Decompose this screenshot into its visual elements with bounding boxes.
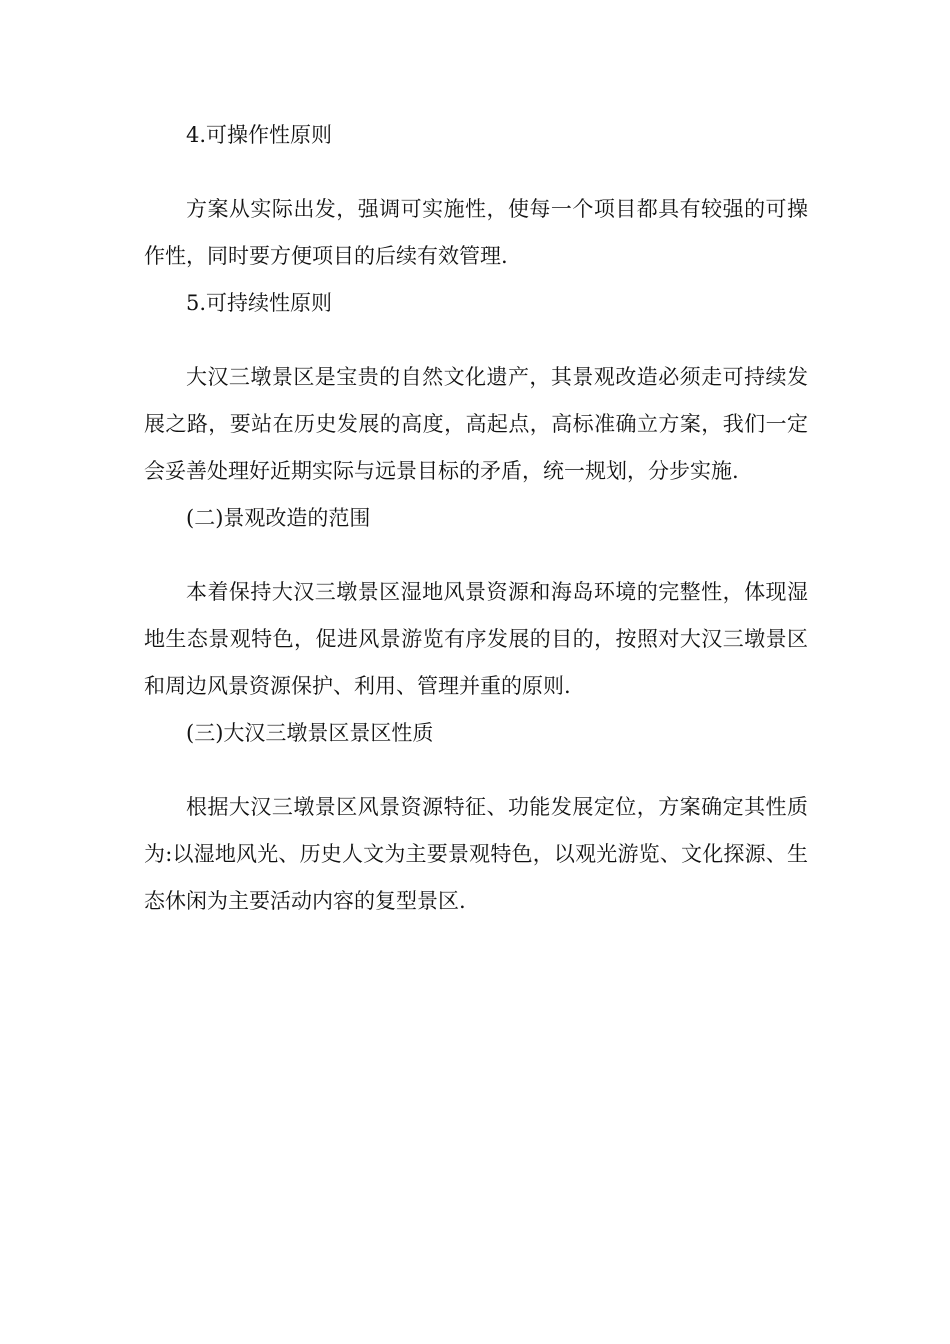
paragraph-nature: 根据大汉三墩景区风景资源特征、功能发展定位，方案确定其性质为:以湿地风光、历史人文为主要景观特色，以观光游览、文化探源、生态休闲为主要活动内容的复型景区. — [144, 795, 808, 913]
section-heading-sustainability: 5.可持续性原则 — [186, 291, 333, 315]
paragraph-operability: 方案从实际出发，强调可实施性，使每一个项目都具有较强的可操作性，同时要方便项目的后续有效管理. — [144, 197, 808, 268]
document-body — [144, 112, 808, 925]
section-heading-operability: 4.可操作性原则 — [186, 123, 333, 147]
section-heading-nature: (三)大汉三墩景区景区性质 — [186, 721, 434, 745]
section-heading-scope: (二)景观改造的范围 — [186, 506, 371, 530]
paragraph-scope: 本着保持大汉三墩景区湿地风景资源和海岛环境的完整性，体现湿地生态景观特色，促进风景游览有序发展的目的，按照对大汉三墩景区和周边风景资源保护、利用、管理并重的原则. — [144, 580, 808, 698]
paragraph-sustainability: 大汉三墩景区是宝贵的自然文化遗产，其景观改造必须走可持续发展之路，要站在历史发展的高度，高起点，高标准确立方案，我们一定会妥善处理好近期实际与远景目标的矛盾，统一规划，分步实施. — [144, 365, 808, 483]
